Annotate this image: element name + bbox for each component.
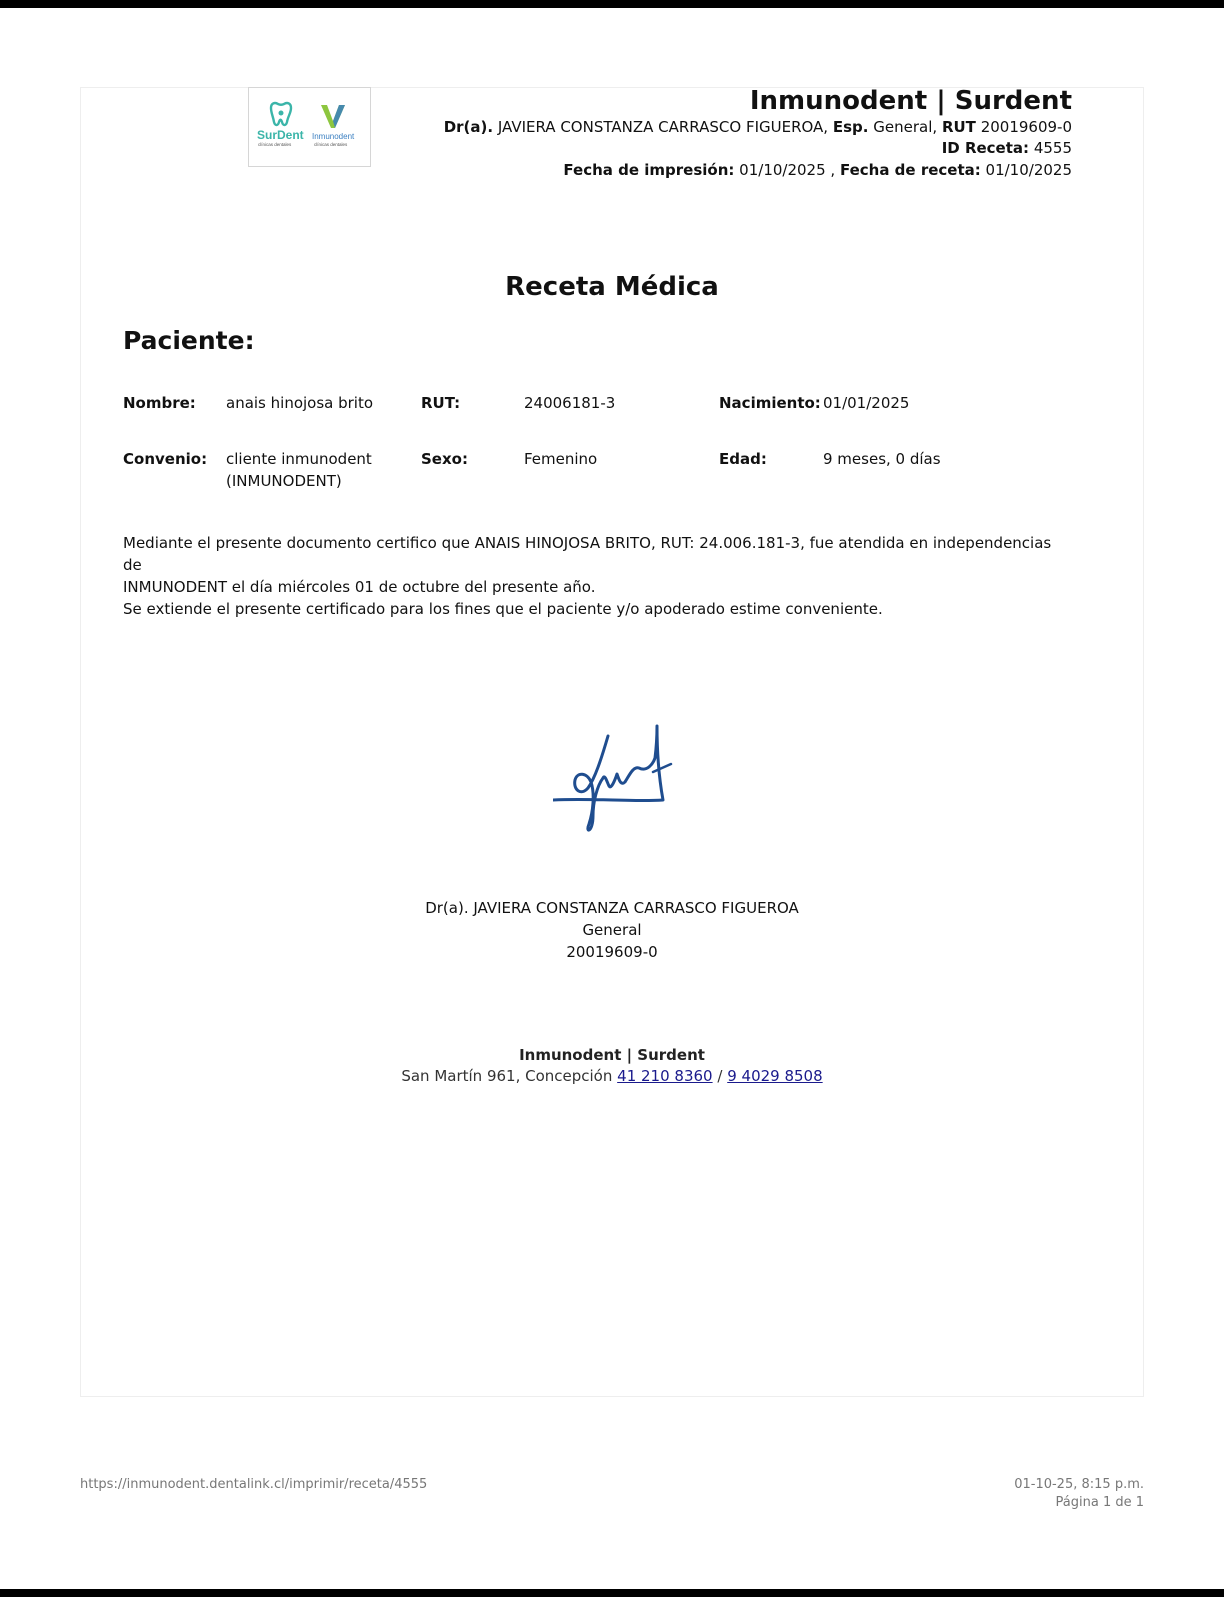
sexo-value: Femenino	[524, 450, 598, 468]
certificate-text: Mediante el presente documento certifico que ANAIS HINOJOSA BRITO, RUT: 24.006.181-3, fue atendida en independencias de INMUNODENT el día miércoles 01 de octubre del presente año. Se extiende el presente certificado para los fines que el paciente y/o apoderado estime conveniente.	[123, 534, 1052, 618]
logo-right-sub: clínicas dentales	[314, 142, 348, 147]
patient-heading: Paciente:	[123, 326, 255, 355]
signature	[553, 720, 683, 849]
doctor-line: Dr(a). JAVIERA CONSTANZA CARRASCO FIGUEROA, Esp. General, RUT 20019609-0	[443, 118, 1072, 136]
phone-link-1[interactable]: 41 210 8360	[617, 1067, 713, 1085]
top-edge-bar	[0, 0, 1224, 8]
edad-value: 9 meses, 0 días	[823, 450, 941, 468]
nombre-value: anais hinojosa brito	[226, 394, 374, 412]
dates-line: Fecha de impresión: 01/10/2025 , Fecha de receta: 01/10/2025	[563, 161, 1072, 179]
bottom-edge-bar	[0, 1589, 1224, 1597]
sexo-label: Sexo:	[421, 450, 468, 468]
clinic-title: Inmunodent | Surdent	[749, 86, 1072, 116]
nacimiento-label: Nacimiento:	[719, 394, 821, 412]
clinic-logo	[248, 87, 371, 167]
footer-clinic-name: Inmunodent | Surdent	[519, 1046, 705, 1064]
footer-address-line: San Martín 961, Concepción 41 210 8360 / 9 4029 8508	[401, 1067, 823, 1085]
nombre-label: Nombre:	[123, 394, 196, 412]
nacimiento-value: 01/01/2025	[823, 394, 910, 412]
convenio-label: Convenio:	[123, 450, 208, 468]
signer-rut: 20019609-0	[566, 943, 658, 961]
print-url: https://inmunodent.dentalink.cl/imprimir/receta/4555	[80, 1477, 428, 1492]
recipe-id-line: ID Receta: 4555	[941, 139, 1072, 157]
signer-name: Dr(a). JAVIERA CONSTANZA CARRASCO FIGUEROA	[425, 899, 799, 917]
logo-right-text: Inmunodent	[312, 132, 355, 141]
rut-value: 24006181-3	[524, 394, 616, 412]
signer-specialty: General	[582, 921, 642, 939]
phone-link-2[interactable]: 9 4029 8508	[727, 1067, 823, 1085]
convenio-value: cliente inmunodent (INMUNODENT)	[226, 450, 372, 490]
edad-label: Edad:	[719, 450, 767, 468]
print-datetime: 01-10-25, 8:15 p.m.	[1014, 1477, 1144, 1492]
rut-label: RUT:	[421, 394, 461, 412]
document-title: Receta Médica	[505, 272, 719, 302]
page-number: Página 1 de 1	[1055, 1495, 1144, 1510]
logo-left-text: SurDent	[257, 128, 304, 142]
logo-left-sub: clínicas dentales	[258, 142, 292, 147]
